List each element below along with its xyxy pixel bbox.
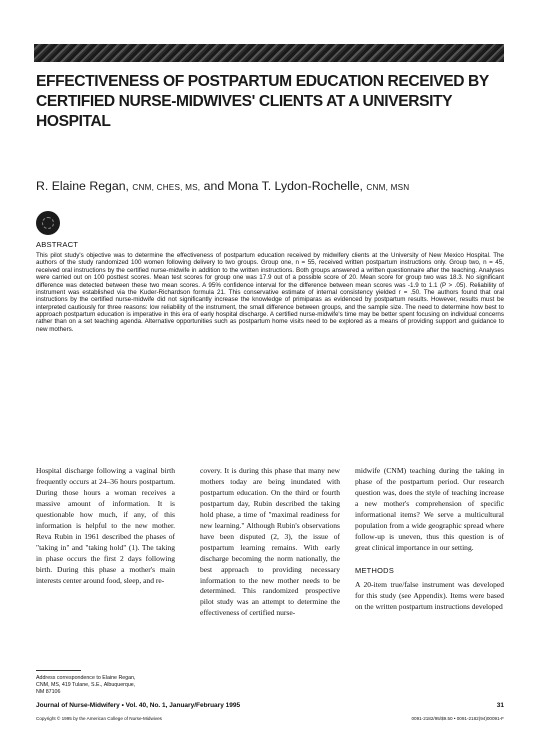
footnote-divider <box>36 670 81 671</box>
journal-citation: Journal of Nurse-Midwifery • Vol. 40, No. 1, January/February 1995 <box>36 702 241 709</box>
body-column-2: covery. It is during this phase that many new mothers today are being inundated with postpartum education. On the third or fourth postpartum day, Rubin described the taking hold phase, a time of "maximal readiness for new learning." Although Rubin's observations have been disputed (2, 3), the issue of postpartum learning remains. With early discharge becoming the norm nationally, the best approach to providing necessary information to the new mother needs to be determined. This randomized prospective pilot study was an attempt to determine the effectiveness of certified nurse- <box>200 466 340 618</box>
author-connector: and <box>203 179 225 193</box>
journal-seal-icon <box>36 211 60 235</box>
copyright-line: Copyright © 1995 by the American College of Nurse-Midwives <box>36 716 162 721</box>
abstract-text: This pilot study's objective was to determine the effectiveness of postpartum education received by midwifery clients at the University of New Mexico Hospital. The authors of the study randomized 100 women following delivery to two groups. Group one, n = 55, received written postpartum instructions only. Group two, n = 45, received oral instructions by the certified nurse-midwife in addition to the written instructions. Both groups answered a written questionnaire after the teaching. Analyses were carried out on 100 posttest scores. Mean test scores for group one was 17.9 out of a possible score of 20. Mean score for group two was 18.3. No significant difference was detected between these two mean scores. A 95% confidence interval for the difference between mean scores was -1.9 to 1.1 (P > .05). Reliability of instrument was established via the Kuder-Richardson formula 21. This conservative estimate of internal consistency yielded r = .50. The authors found that oral instructions by the certified nurse-midwife did not significantly increase the knowledge of primiparas as evidenced by postpartum results. However, results must be interpreted cautiously for three reasons: low reliability of the instrument, the small difference between groups, and the sample size. The need to determine how best to approach postpartum education is imperative in this era of early hospital discharge. A certified nurse-midwife's time may be better spent focusing on individual concerns rather than on a set teaching agenda. Alternative opportunities such as postpartum home visits need to be explored as a means of providing support and guidance to new mothers. <box>36 252 504 333</box>
body-column-3-intro: midwife (CNM) teaching during the taking in phase of the postpartum period. Our research question was, does the style of teaching increase a new mother's comprehension of specific informational items? We serve a multicultural population from a wide geographic spread where follow-up is uneven, thus this question is of great clinical importance in our setting. <box>355 466 504 552</box>
body-column-1: Hospital discharge following a vaginal birth frequently occurs at 24–36 hours postpartum. During those hours a woman receives a massive amount of information. It is questionable how much, if any, of this information is helpful to the new mother. Reva Rubin in 1961 described the phases of "taking in" and "taking hold" (1). The taking in phase occurs the first 2 days following birth. During this phase a mother's main interests center around food, sleep, and re- <box>36 466 175 585</box>
author-2-credentials: CNM, MSN <box>366 183 410 192</box>
author-1-credentials: CNM, CHES, MS, <box>132 183 201 192</box>
author-1-name: R. Elaine Regan, <box>36 179 129 193</box>
page-number: 31 <box>496 702 504 709</box>
abstract-heading: ABSTRACT <box>36 240 79 249</box>
header-banner <box>34 44 504 62</box>
article-title: EFFECTIVENESS OF POSTPARTUM EDUCATION RECEIVED BY CERTIFIED NURSE-MIDWIVES' CLIENTS AT A UNIVERSITY HOSPITAL <box>36 73 489 130</box>
author-2-name: Mona T. Lydon-Rochelle, <box>227 179 363 193</box>
body-column-3-methods: A 20-item true/false instrument was developed for this study (see Appendix). Items were based on the written postpartum instructions developed <box>355 580 504 611</box>
author-line <box>36 179 506 193</box>
issn-line: 0091-2182/95/$9.50 • 0091-2182(94)00091-F <box>411 716 504 721</box>
methods-heading: METHODS <box>355 566 395 575</box>
correspondence-footnote: Address correspondence to Elaine Regan, CNM, MS, 419 Tulane, S.E., Albuquerque, NM 87106 <box>36 675 136 696</box>
